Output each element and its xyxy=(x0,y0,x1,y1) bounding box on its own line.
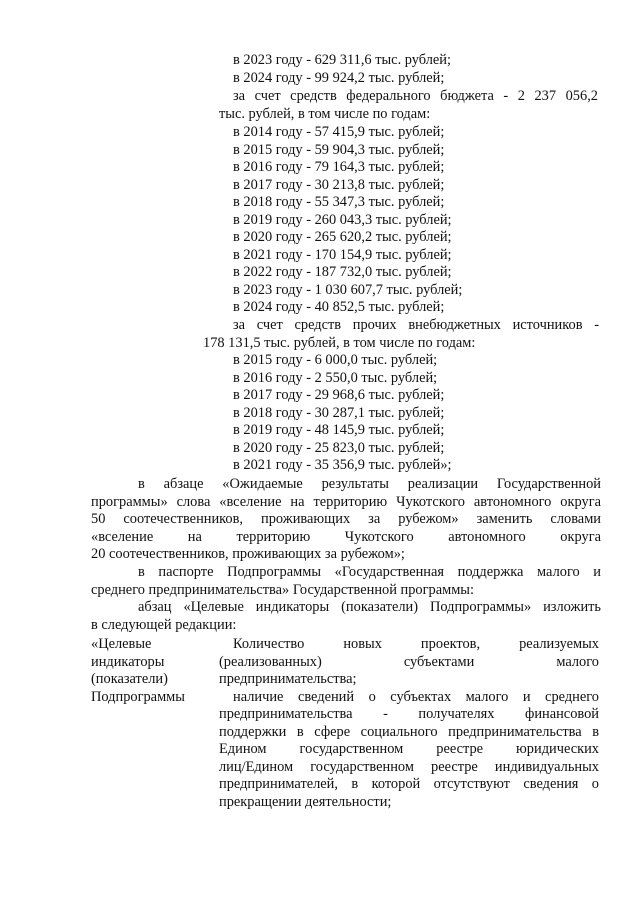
funding-year-line: в 2023 году - 629 311,6 тыс. рублей; xyxy=(233,52,452,68)
funding-year-line: в 2016 году - 79 164,3 тыс. рублей; xyxy=(233,159,445,175)
funding-year-line: в 2015 году - 59 904,3 тыс. рублей; xyxy=(233,141,445,158)
table-label: «Целевые xyxy=(91,636,152,652)
indicator-item: наличие сведений о субъектах малого и среднего предпринимательства - получателях финансовой поддержки в сфере социального предпринимательства в Едином государственном реестре юридических лиц/Едином государственном реестре индивидуальных предпринимателей, в которой отсутствуют сведения о прекращении деятельности; xyxy=(219,688,599,811)
funding-year-line: в 2019 году - 260 043,3 тыс. рублей; xyxy=(233,211,452,228)
indicators-paragraph: абзац «Целевые индикаторы (показатели) Подпрограммы» изложить в следующей редакции: xyxy=(91,599,601,633)
funding-year-line: в 2021 году - 170 154,9 тыс. рублей; xyxy=(233,246,452,263)
funding-year-line: в 2024 году - 99 924,2 тыс. рублей; xyxy=(233,70,445,86)
funding-year-line: в 2015 году - 6 000,0 тыс. рублей; xyxy=(233,352,438,368)
funding-year-line: в 2018 году - 30 287,1 тыс. рублей; xyxy=(233,404,445,421)
funding-year-line: в 2018 году - 55 347,3 тыс. рублей; xyxy=(233,194,445,210)
funding-year-line: в 2020 году - 265 620,2 тыс. рублей; xyxy=(233,229,452,245)
funding-year-line: в 2024 году - 40 852,5 тыс. рублей; xyxy=(233,299,445,315)
amendment-paragraph: в абзаце «Ожидаемые результаты реализации Государственной программы» слова «вселение на территорию Чукотского автономного округа 50 соотечественников, проживающих за рубежом» заменить словами «вселение на территорию Чукотского автономного округа 20 соотечественников, проживающих за рубежом»; xyxy=(91,476,601,563)
federal-budget-heading: за счет средств федерального бюджета - 2 237 056,2 тыс. рублей, в том числе по годам: xyxy=(219,88,598,122)
extra-budget-heading: за счет средств прочих внебюджетных источников - 178 131,5 тыс. рублей, в том числе по годам: xyxy=(203,317,599,351)
table-label: Подпрограммы xyxy=(91,688,185,705)
passport-paragraph: в паспорте Подпрограммы «Государственная поддержка малого и среднего предпринимательства» Государственной программы: xyxy=(91,564,601,598)
funding-year-line: в 2020 году - 25 823,0 тыс. рублей; xyxy=(233,439,445,456)
table-label: индикаторы xyxy=(91,653,165,670)
table-label: (показатели) xyxy=(91,671,168,687)
funding-year-line: в 2014 году - 57 415,9 тыс. рублей; xyxy=(233,124,445,140)
funding-year-line: в 2016 году - 2 550,0 тыс. рублей; xyxy=(233,369,438,386)
funding-year-line: в 2023 году - 1 030 607,7 тыс. рублей; xyxy=(233,281,463,298)
funding-year-line: в 2022 году - 187 732,0 тыс. рублей; xyxy=(233,264,452,280)
funding-year-line: в 2019 году - 48 145,9 тыс. рублей; xyxy=(233,422,445,438)
indicator-item: Количество новых проектов, реализуемых (реализованных) субъектами малого предпринимательства; xyxy=(219,636,599,688)
funding-year-line: в 2017 году - 29 968,6 тыс. рублей; xyxy=(233,387,445,403)
funding-year-line: в 2017 году - 30 213,8 тыс. рублей; xyxy=(233,176,445,193)
funding-year-line: в 2021 году - 35 356,9 тыс. рублей»; xyxy=(233,457,452,473)
